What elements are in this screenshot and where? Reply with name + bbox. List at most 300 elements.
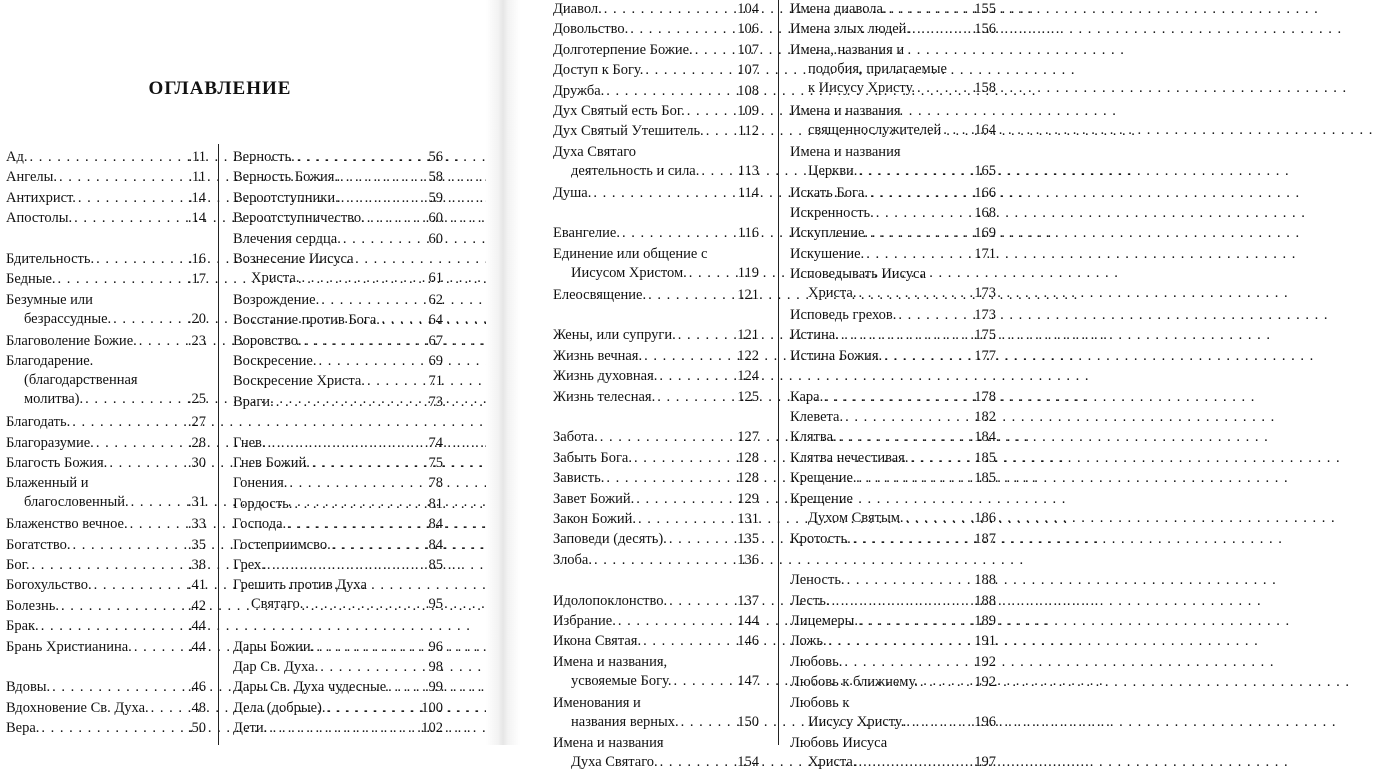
toc-entry[interactable]: [6, 168, 206, 187]
toc-page-number: 84: [428, 516, 443, 533]
toc-page-number: .23: [187, 332, 206, 349]
dot-leader: [113, 310, 186, 329]
toc-page-number: .50: [187, 720, 206, 737]
dot-leader: [74, 209, 186, 228]
toc-entry-title: Забыть Бога.: [553, 449, 632, 466]
toc-entry[interactable]: [790, 388, 996, 407]
toc-entry-title: Дух Святый Утешитель.: [553, 123, 704, 140]
toc-entry[interactable]: [233, 536, 443, 555]
toc-page-number: 116: [737, 225, 759, 242]
toc-entry[interactable]: [790, 347, 996, 366]
toc-entry[interactable]: [790, 734, 996, 772]
toc-entry[interactable]: [233, 148, 443, 167]
toc-entry-title: молитва).: [24, 391, 84, 407]
toc-entry[interactable]: [790, 530, 996, 549]
toc-page-number: 192: [974, 674, 996, 691]
toc-page-number: 114: [737, 184, 759, 201]
toc-entry[interactable]: [6, 474, 206, 512]
toc-page-number: .27: [187, 414, 206, 431]
toc-page-number: .33: [187, 516, 206, 533]
toc-entry[interactable]: [6, 291, 206, 329]
dot-leader: [841, 326, 972, 345]
toc-page-number: 137: [737, 592, 759, 609]
toc-entry-title: подобия, прилагаемые: [808, 60, 947, 77]
toc-entry[interactable]: [233, 719, 443, 738]
dot-leader: [382, 311, 427, 330]
toc-entry[interactable]: [553, 734, 759, 772]
toc-entry[interactable]: [233, 372, 443, 391]
toc-entry-title: Искупление.: [790, 225, 869, 242]
toc-entry[interactable]: [790, 592, 996, 611]
toc-entry-title: Бог.: [6, 557, 30, 573]
toc-entry[interactable]: [233, 332, 443, 351]
dot-leader: [643, 632, 735, 651]
toc-entry-title: безрассудные.: [24, 310, 112, 327]
toc-entry-title: Духа Святаго: [553, 143, 637, 160]
dot-leader: [318, 352, 426, 371]
toc-entry[interactable]: [233, 311, 443, 330]
toc-entry[interactable]: [6, 250, 206, 269]
toc-entry[interactable]: [790, 204, 996, 223]
toc-entry[interactable]: [553, 632, 759, 651]
dot-leader: [634, 449, 735, 468]
toc-page-number: 107: [737, 62, 759, 79]
toc-entry-title: Исповедывать Иисуса: [790, 266, 927, 283]
toc-page-number: 62: [428, 291, 443, 308]
toc-page-number: 187: [974, 531, 996, 548]
toc-entry[interactable]: [233, 699, 443, 718]
toc-entry[interactable]: [790, 449, 996, 468]
toc-page-number: 147: [737, 672, 759, 689]
toc-entry-title: Иисусом Христом.: [571, 264, 687, 281]
toc-entry[interactable]: [790, 41, 996, 98]
toc-entry-title: Гостеприимсво.: [233, 536, 331, 553]
dot-leader: [870, 184, 972, 203]
toc-page-number: 64: [428, 312, 443, 329]
toc-page-number: 166: [974, 184, 996, 201]
toc-page-number: .14: [187, 189, 206, 206]
toc-entry-title: Жизнь телесная.: [553, 388, 656, 405]
toc-entry-title: Возрождение.: [233, 291, 320, 308]
toc-entry[interactable]: [233, 556, 443, 575]
toc-entry[interactable]: [553, 367, 759, 386]
toc-entry[interactable]: [6, 638, 206, 657]
dot-leader: [859, 284, 973, 303]
toc-entry[interactable]: [553, 143, 759, 181]
dot-leader: [906, 713, 972, 732]
toc-entry-title: Забота.: [553, 429, 598, 446]
toc-entry[interactable]: [233, 576, 443, 614]
toc-entry[interactable]: [6, 678, 206, 697]
toc-entry[interactable]: [6, 597, 206, 616]
toc-entry[interactable]: [6, 454, 206, 473]
toc-entry-title: Воскресение Христа.: [233, 373, 365, 390]
toc-entry-title: Именования и: [553, 694, 641, 711]
toc-entry[interactable]: [790, 143, 996, 181]
toc-entry-title: усвояемые Богу.: [571, 672, 672, 689]
toc-entry[interactable]: [6, 189, 206, 208]
toc-entry-title: Довольство.: [553, 21, 629, 38]
dot-leader: [32, 556, 186, 575]
toc-entry[interactable]: [553, 388, 759, 407]
toc-entry[interactable]: [233, 474, 443, 493]
toc-page-number: .11: [188, 169, 206, 186]
toc-entry-title: Духом Святым.: [808, 509, 904, 526]
toc-entry[interactable]: [790, 632, 996, 651]
dot-leader: [622, 224, 736, 243]
toc-page-number: 61: [428, 270, 443, 286]
toc-entry-title: Заповеди (десять).: [553, 531, 667, 548]
toc-entry-title: Вероотступники.: [233, 189, 339, 206]
dot-leader: [866, 245, 972, 264]
toc-entry-title: Духа Святаго.: [571, 754, 658, 771]
dot-leader: [839, 428, 973, 447]
dot-leader: [604, 0, 735, 19]
toc-entry[interactable]: [553, 490, 759, 509]
dot-leader: [844, 653, 972, 672]
toc-entry-title: Христа.: [251, 270, 300, 286]
toc-entry[interactable]: [553, 286, 759, 305]
toc-entry-title: Богатство.: [6, 536, 71, 553]
toc-entry[interactable]: [233, 209, 443, 228]
toc-entry[interactable]: [6, 719, 206, 738]
toc-page-number: 113: [737, 162, 759, 179]
toc-entry-title: Исповедь грехов.: [790, 307, 897, 323]
toc-page-number: 124: [737, 368, 759, 385]
toc-entry[interactable]: [6, 332, 206, 351]
toc-entry[interactable]: [233, 230, 443, 249]
toc-entry-title: Благодарение.: [6, 353, 94, 369]
toc-entry[interactable]: [233, 434, 443, 453]
toc-entry[interactable]: [553, 82, 759, 101]
toc-entry[interactable]: [6, 434, 206, 453]
dot-leader: [131, 493, 186, 512]
dot-leader: [312, 454, 427, 473]
dot-leader: [305, 595, 426, 614]
toc-entry-title: Имена, названия и: [790, 41, 905, 58]
toc-entry[interactable]: [553, 20, 759, 39]
toc-entry[interactable]: [6, 209, 206, 228]
dot-leader: [130, 515, 186, 534]
toc-entry[interactable]: [790, 306, 996, 325]
toc-page-number: 158: [974, 79, 996, 96]
dot-leader: [52, 678, 186, 697]
toc-entry[interactable]: [6, 699, 206, 718]
toc-entry[interactable]: [6, 556, 206, 575]
toc-entry-title: Душа.: [553, 184, 592, 201]
toc-page-number: 188: [974, 572, 996, 589]
toc-entry-title: Брак.: [6, 618, 39, 635]
toc-entry[interactable]: [233, 495, 443, 514]
toc-page-number: .16: [187, 251, 206, 267]
dot-leader: [889, 0, 973, 19]
toc-entry[interactable]: [553, 245, 759, 283]
toc-entry[interactable]: [790, 490, 996, 528]
toc-entry-title: Истина Божия.: [790, 347, 883, 364]
toc-page-number: 128: [737, 470, 759, 487]
dot-leader: [920, 673, 972, 692]
dot-leader: [859, 469, 973, 488]
dot-leader: [96, 250, 186, 269]
toc-entry-title: Любовь к ближнему.: [790, 674, 918, 691]
toc-entry[interactable]: [233, 393, 443, 412]
toc-entry[interactable]: [790, 184, 996, 203]
dot-leader: [297, 148, 427, 167]
toc-page-number: 192: [974, 653, 996, 670]
toc-entry-title: Лесть.: [790, 592, 830, 609]
toc-entry[interactable]: [553, 694, 759, 732]
toc-page-number: 78: [428, 475, 443, 492]
toc-entry-title: Гонения.: [233, 475, 288, 492]
toc-page-number: 128: [737, 449, 759, 466]
dot-leader: [302, 269, 427, 288]
toc-entry[interactable]: [553, 551, 759, 570]
toc-entry[interactable]: [6, 413, 206, 432]
toc-entry[interactable]: [233, 168, 443, 187]
dot-leader: [706, 122, 736, 141]
toc-entry[interactable]: [790, 653, 996, 672]
toc-entry-title: Имена и названия: [553, 735, 664, 752]
toc-entry-title: Благоразумие.: [6, 434, 94, 451]
toc-entry[interactable]: [553, 592, 759, 611]
toc-entry-title: Имена диавола.: [790, 1, 887, 17]
toc-entry[interactable]: [6, 515, 206, 534]
dot-leader: [78, 189, 186, 208]
toc-page-number: 188: [974, 592, 996, 609]
toc-entry[interactable]: [790, 469, 996, 488]
dot-leader: [606, 469, 735, 488]
toc-page-number: .28: [187, 434, 206, 451]
toc-entry-title: Богохульство.: [6, 577, 92, 594]
toc-entry[interactable]: [233, 352, 443, 371]
toc-entry[interactable]: [553, 530, 759, 549]
toc-page-number: 60: [428, 210, 443, 227]
toc-entry-title: Зависть.: [553, 470, 605, 487]
toc-page-number: 69: [428, 353, 443, 369]
toc-entry[interactable]: [6, 148, 206, 167]
dot-leader: [876, 204, 972, 223]
toc-entry[interactable]: [553, 510, 759, 529]
toc-entry-title: названия верных.: [571, 713, 679, 730]
toc-page-number: 107: [737, 41, 759, 58]
dot-leader: [906, 509, 973, 528]
toc-entry[interactable]: [233, 291, 443, 310]
toc-entry[interactable]: [553, 41, 759, 60]
dot-leader: [870, 224, 972, 243]
toc-entry-title: Искренность.: [790, 205, 874, 221]
toc-entry[interactable]: [553, 428, 759, 447]
toc-entry-title: Доступ к Богу.: [553, 62, 644, 79]
dot-leader: [320, 658, 426, 677]
dot-leader: [689, 264, 736, 283]
toc-page-number: 185: [974, 449, 996, 466]
toc-entry-title: Дары Св. Духа чудесные: [233, 679, 387, 696]
toc-entry[interactable]: [790, 571, 996, 590]
toc-entry-title: Грешить против Духа: [233, 577, 367, 594]
dot-leader: [151, 699, 190, 718]
dot-leader: [72, 413, 186, 432]
toc-entry-title: Гнев Божий.: [233, 455, 310, 471]
toc-entry[interactable]: [553, 347, 759, 366]
toc-entry-title: Бдительность.: [6, 251, 95, 267]
toc-page-number: 98: [428, 659, 443, 675]
column-divider: [778, 0, 779, 745]
toc-entry[interactable]: [553, 102, 759, 121]
toc-page-number: 100: [421, 699, 443, 716]
dot-leader: [853, 530, 973, 549]
toc-page-number: 150: [737, 713, 759, 730]
toc-entry-title: к Иисусу Христу.: [808, 79, 916, 96]
dot-leader: [388, 678, 426, 697]
toc-page-number: 108: [737, 82, 759, 99]
toc-entry[interactable]: [790, 20, 996, 39]
dot-leader: [269, 719, 419, 738]
toc-entry-title: Вероотступничество.: [233, 210, 365, 227]
toc-page-number: .25: [187, 391, 206, 407]
toc-entry[interactable]: [233, 658, 443, 677]
dot-leader: [593, 184, 735, 203]
toc-entry-title: Любовь Иисуса: [790, 735, 888, 752]
toc-entry[interactable]: [553, 0, 759, 19]
dot-leader: [912, 20, 972, 39]
toc-entry-title: Идолопоклонство.: [553, 592, 668, 609]
dot-leader: [316, 638, 426, 657]
toc-page-number: 164: [974, 122, 996, 138]
page-title: ОГЛАВЛЕНИЕ: [148, 78, 292, 99]
toc-entry[interactable]: [233, 638, 443, 657]
toc-entry[interactable]: [6, 536, 206, 555]
dot-leader: [687, 102, 735, 121]
toc-page-number: 144: [737, 613, 759, 629]
toc-entry-title: Жизнь вечная.: [553, 347, 643, 364]
toc-entry[interactable]: [6, 270, 206, 289]
toc-entry-title: Икона Святая.: [553, 633, 642, 650]
toc-entry[interactable]: [6, 617, 206, 636]
dot-leader: [898, 306, 972, 325]
toc-entry-title: Апостолы.: [6, 210, 73, 227]
toc-page-number: 185: [974, 470, 996, 487]
toc-entry[interactable]: [553, 122, 759, 141]
dot-leader: [829, 632, 973, 651]
toc-entry-title: Жены, или супруги.: [553, 327, 676, 344]
dot-leader: [73, 536, 186, 555]
toc-entry[interactable]: [233, 250, 443, 288]
toc-entry-title: Любовь к: [790, 694, 850, 711]
toc-page-number: 191: [974, 633, 996, 650]
toc-entry-title: Верность.: [233, 149, 295, 165]
toc-entry[interactable]: [553, 184, 759, 203]
toc-entry-title: Христа.: [808, 754, 857, 771]
toc-entry-title: Болезнь.: [6, 597, 59, 614]
toc-page-number: 99: [428, 679, 443, 696]
toc-entry[interactable]: [553, 61, 759, 80]
toc-entry[interactable]: [790, 673, 996, 692]
toc-entry[interactable]: [553, 326, 759, 345]
toc-entry[interactable]: [553, 449, 759, 468]
toc-entry[interactable]: [790, 428, 996, 447]
toc-entry-title: Блаженство вечное.: [6, 516, 128, 533]
toc-entry[interactable]: [790, 0, 996, 19]
toc-entry-title: Крещение.: [790, 470, 857, 487]
toc-entry[interactable]: [790, 245, 996, 264]
toc-entry-title: Крещение: [790, 490, 853, 507]
toc-entry[interactable]: [790, 612, 996, 631]
toc-entry-title: Завет Божий.: [553, 490, 635, 507]
toc-page-number: 146: [737, 633, 759, 650]
toc-entry-title: Лицемеры.: [790, 613, 859, 629]
toc-page-number: 182: [974, 409, 996, 425]
toc-entry-title: Имена и названия: [790, 143, 901, 160]
dot-leader: [96, 434, 186, 453]
toc-page-number: 73: [428, 393, 443, 410]
toc-page-number: 129: [737, 490, 759, 507]
toc-page-number: 104: [737, 1, 759, 17]
toc-page-number: 75: [428, 455, 443, 471]
left-page: [0, 0, 486, 745]
toc-page-number: 122: [737, 347, 759, 364]
dot-leader: [328, 699, 420, 718]
toc-page-number: .35: [187, 536, 206, 553]
toc-entry-title: Безумные или: [6, 291, 93, 308]
toc-page-number: .30: [187, 455, 206, 471]
toc-entry-title: Ангелы.: [6, 169, 58, 186]
dot-leader: [109, 454, 186, 473]
toc-page-number: 60: [428, 230, 443, 247]
toc-page-number: 154: [737, 754, 759, 771]
toc-entry[interactable]: [790, 694, 996, 732]
toc-entry-title: Вера.: [6, 720, 40, 737]
toc-entry[interactable]: [553, 224, 759, 243]
toc-entry-title: Жизнь духовная.: [553, 368, 658, 385]
toc-entry[interactable]: [790, 224, 996, 243]
toc-entry-title: Елеосвящение.: [553, 286, 647, 303]
toc-page-number: 175: [974, 327, 996, 344]
toc-entry[interactable]: [790, 102, 996, 140]
toc-entry[interactable]: [233, 454, 443, 473]
toc-entry[interactable]: [553, 469, 759, 488]
toc-entry[interactable]: [553, 612, 759, 631]
toc-page-number: 56: [428, 149, 443, 165]
toc-entry-title: Благоволение Божие.: [6, 332, 137, 349]
dot-leader: [825, 388, 972, 407]
toc-page-number: .42: [187, 597, 206, 614]
toc-page-number: 48: [191, 699, 206, 716]
toc-page-number: 173: [974, 285, 996, 302]
toc-entry[interactable]: [553, 653, 759, 691]
toc-entry-title: Леность.: [790, 572, 845, 589]
toc-entry-title: благословенный.: [24, 494, 129, 511]
toc-entry-title: Воскресение.: [233, 353, 317, 369]
toc-entry[interactable]: [790, 408, 996, 427]
toc-entry[interactable]: [233, 515, 443, 534]
toc-entry-title: Антихрист.: [6, 189, 76, 206]
dot-leader: [648, 286, 735, 305]
toc-entry[interactable]: [790, 326, 996, 345]
toc-entry[interactable]: [6, 352, 206, 409]
toc-entry[interactable]: [6, 576, 206, 595]
toc-entry[interactable]: [233, 189, 443, 208]
toc-entry-title: Диавол.: [553, 1, 602, 17]
toc-page-number: 156: [974, 21, 996, 38]
dot-leader: [657, 388, 735, 407]
toc-page-number: .31: [187, 494, 206, 511]
toc-entry[interactable]: [790, 265, 996, 303]
dot-leader: [304, 332, 427, 351]
toc-entry[interactable]: [233, 678, 443, 697]
toc-entry-title: Любовь.: [790, 653, 843, 670]
dot-leader: [606, 82, 735, 101]
dot-leader: [85, 390, 186, 409]
